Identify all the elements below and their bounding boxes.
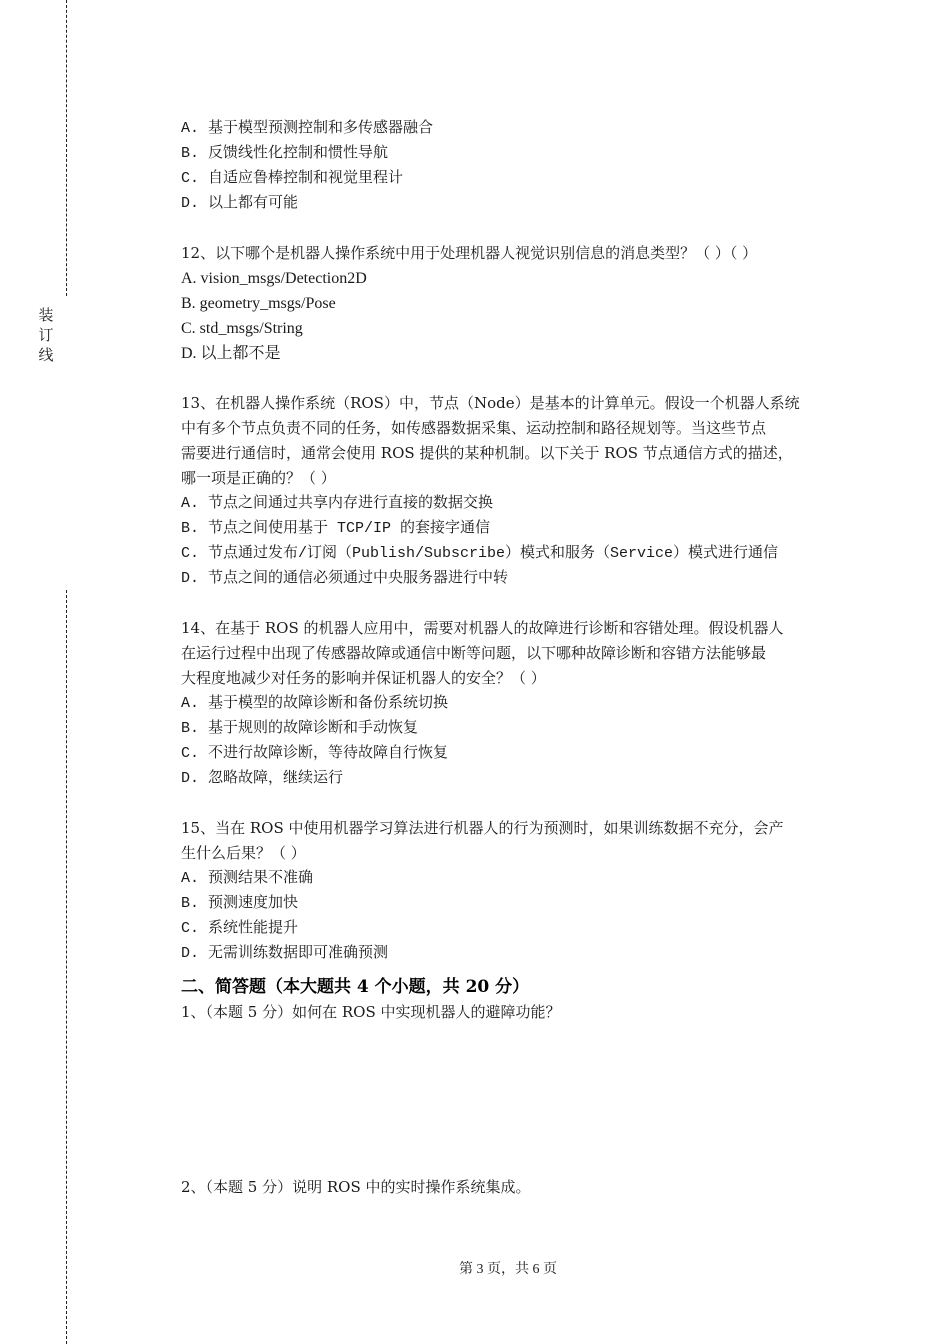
- question-stem-line: 13、在机器人操作系统（ROS）中，节点（Node）是基本的计算单元。假设一个机器人系统: [181, 394, 800, 412]
- short-answer-question-2: 2、（本题 5 分）说明 ROS 中的实时操作系统集成。: [181, 1178, 531, 1196]
- option-c: C. 不进行故障诊断，等待故障自行恢复: [181, 745, 449, 762]
- question-stem-line: 14、在基于 ROS 的机器人应用中，需要对机器人的故障进行诊断和容错处理。假设机器人: [181, 619, 784, 637]
- binding-line-label: [38, 305, 54, 365]
- question-12: [181, 241, 841, 366]
- option-c: C. 节点通过发布/订阅（Publish/Subscribe）模式和服务（Service）模式进行通信: [181, 545, 779, 562]
- option-a: A. 预测结果不准确: [181, 870, 314, 887]
- option-b: B. 预测速度加快: [181, 895, 299, 912]
- question-stem-line: 在运行过程中出现了传感器故障或通信中断等问题，以下哪种故障诊断和容错方法能够最: [181, 644, 767, 662]
- option-b: B. geometry_msgs/Pose: [181, 295, 336, 312]
- question-13: [181, 391, 841, 591]
- question-stem-line: 哪一项是正确的？（ ）: [181, 469, 336, 487]
- question-15: [181, 816, 841, 966]
- question-stem: 12、以下哪个是机器人操作系统中用于处理机器人视觉识别信息的消息类型？（ ）（ ）: [181, 244, 758, 262]
- option-b: B. 基于规则的故障诊断和手动恢复: [181, 720, 419, 737]
- answer-space: [181, 1025, 841, 1175]
- option-d: D. 以上都不是: [181, 345, 281, 362]
- option-c: C. 自适应鲁棒控制和视觉里程计: [181, 170, 404, 187]
- question-stem-line: 生什么后果？（ ）: [181, 844, 306, 862]
- option-a: A. 节点之间通过共享内存进行直接的数据交换: [181, 495, 494, 512]
- option-d: D. 节点之间的通信必须通过中央服务器进行中转: [181, 570, 509, 587]
- option-a: A. 基于模型预测控制和多传感器融合: [181, 120, 434, 137]
- question-stem-line: 中有多个节点负责不同的任务，如传感器数据采集、运动控制和路径规划等。当这些节点: [181, 419, 767, 437]
- option-d: D. 无需训练数据即可准确预测: [181, 945, 389, 962]
- option-b: B. 节点之间使用基于 TCP/IP 的套接字通信: [181, 520, 491, 537]
- binding-dashed-line-bottom: [66, 590, 67, 1344]
- question-14: [181, 616, 841, 791]
- option-b: B. 反馈线性化控制和惯性导航: [181, 145, 389, 162]
- option-c: C. 系统性能提升: [181, 920, 299, 937]
- option-c: C. std_msgs/String: [181, 320, 303, 337]
- option-d: D. 忽略故障，继续运行: [181, 770, 344, 787]
- binding-char: 装: [38, 306, 54, 324]
- short-answer-question-1: 1、（本题 5 分）如何在 ROS 中实现机器人的避障功能？: [181, 1003, 561, 1021]
- section-title-short-answer: 二、简答题（本大题共 4 个小题，共 20 分）: [181, 977, 530, 997]
- question-11-options: [181, 116, 841, 216]
- binding-dashed-line-top: [66, 0, 67, 296]
- question-stem-line: 需要进行通信时，通常会使用 ROS 提供的某种机制。以下关于 ROS 节点通信方式的描述，: [181, 444, 793, 462]
- page-number-footer: 第 3 页，共 6 页: [459, 1262, 557, 1277]
- binding-char: 线: [38, 346, 54, 364]
- option-a: A. 基于模型的故障诊断和备份系统切换: [181, 695, 449, 712]
- question-stem-line: 大程度地减少对任务的影响并保证机器人的安全？（ ）: [181, 669, 546, 687]
- option-a: A. vision_msgs/Detection2D: [181, 270, 367, 287]
- option-d: D. 以上都有可能: [181, 195, 299, 212]
- binding-char: 订: [38, 326, 54, 344]
- question-stem-line: 15、当在 ROS 中使用机器学习算法进行机器人的行为预测时，如果训练数据不充分，会产: [181, 819, 784, 837]
- exam-content: [181, 116, 841, 1200]
